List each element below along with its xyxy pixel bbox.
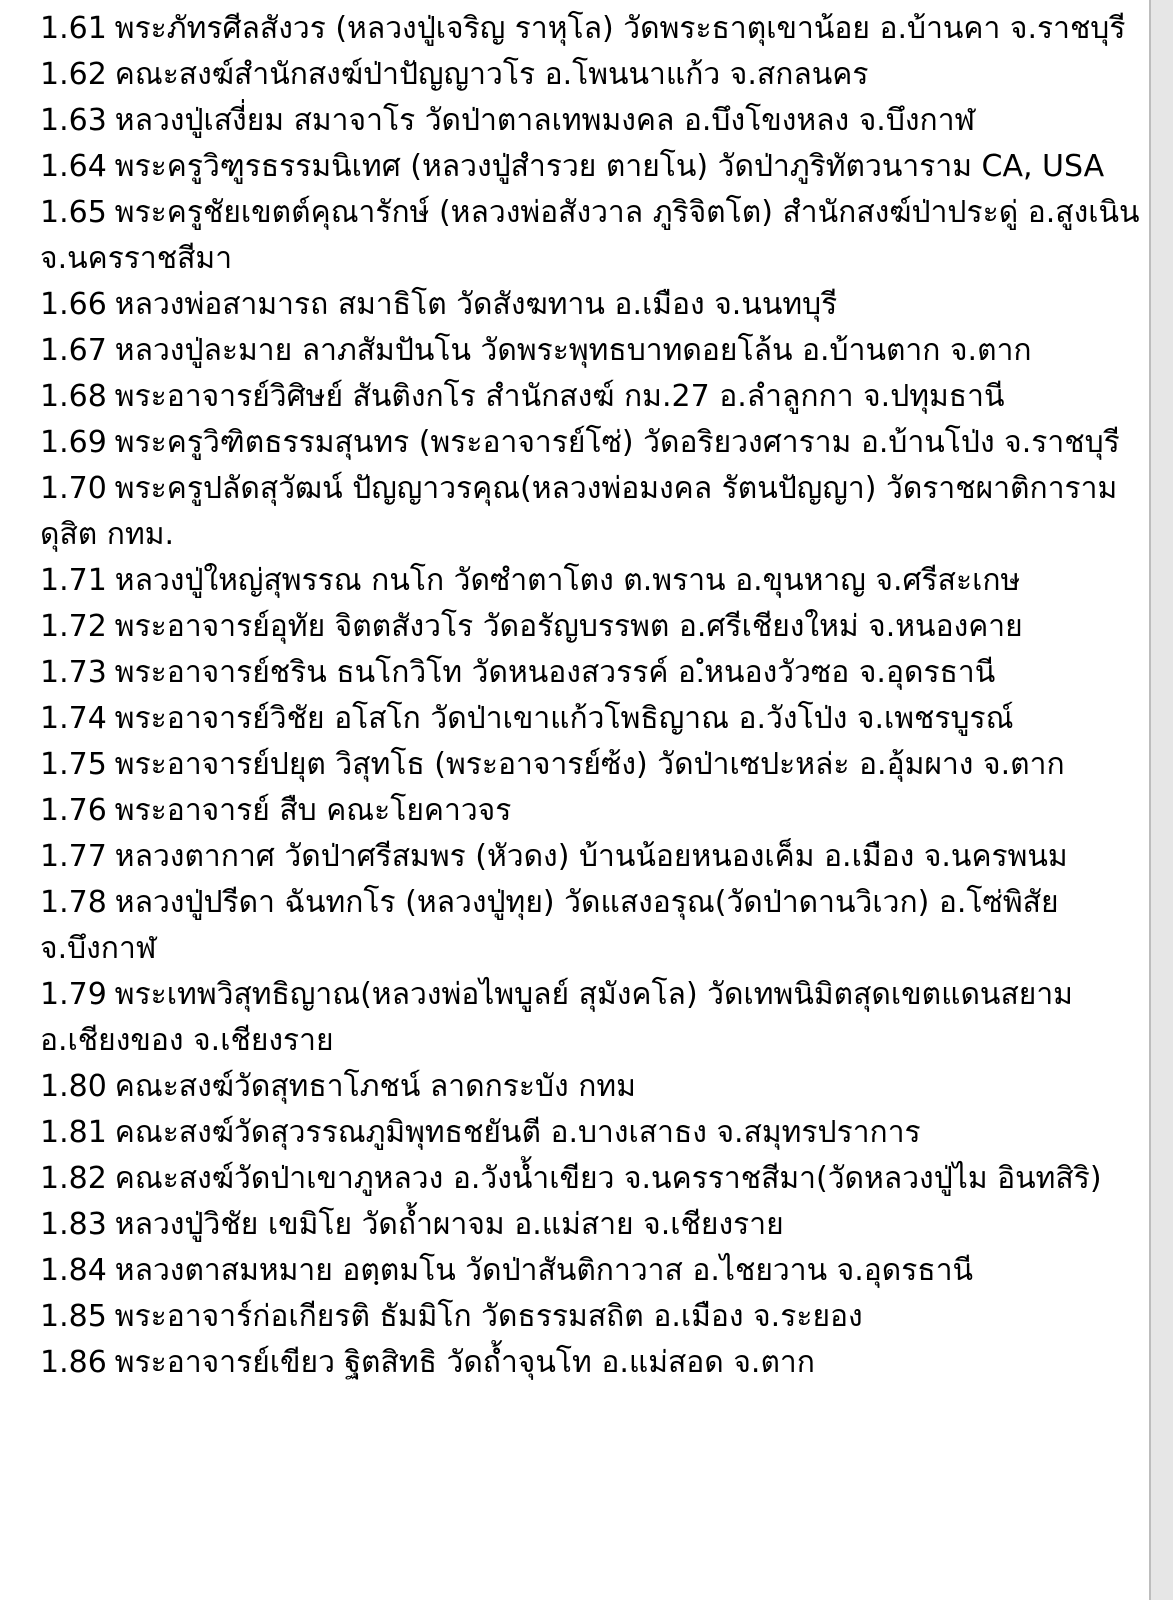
item-number: 1.61 (40, 11, 107, 46)
item-number: 1.75 (40, 747, 107, 782)
item-number: 1.74 (40, 701, 107, 736)
item-number: 1.81 (40, 1115, 107, 1150)
item-number: 1.79 (40, 977, 107, 1012)
list-item (40, 6, 1150, 52)
page-edge (1149, 0, 1173, 1600)
item-number: 1.80 (40, 1069, 107, 1104)
item-text: หลวงตากาศ วัดป่าศรีสมพร (หัวดง) บ้านน้อยหนองเค็ม อ.เมือง จ.นครพนม (114, 839, 1068, 874)
list-item (40, 98, 1150, 144)
list-item (40, 558, 1150, 604)
item-text: หลวงพ่อสามารถ สมาธิโต วัดสังฆทาน อ.เมือง จ.นนทบุรี (114, 287, 838, 322)
list-item (40, 1156, 1150, 1202)
item-number: 1.68 (40, 379, 107, 414)
item-text: พระอาจารย์ชริน ธนโกวิโท วัดหนองสวรรค์ อ.ํหนองวัวซอ จ.อุดรธานี (114, 655, 996, 690)
item-number: 1.64 (40, 149, 107, 184)
item-number: 1.69 (40, 425, 107, 460)
list-item (40, 282, 1150, 328)
item-number: 1.86 (40, 1345, 107, 1380)
item-text: หลวงปู่วิชัย เขมิโย วัดถ้ำผาจม อ.แม่สาย จ.เชียงราย (114, 1207, 784, 1242)
item-number: 1.78 (40, 885, 107, 920)
list-item (40, 1110, 1150, 1156)
list-item (40, 650, 1150, 696)
item-number: 1.70 (40, 471, 107, 506)
item-text: หลวงปู่ละมาย ลาภสัมปันโน วัดพระพุทธบาทดอยโล้น อ.บ้านตาก จ.ตาก (114, 333, 1032, 368)
item-text: คณะสงฆ์วัดป่าเขาภูหลวง อ.วังน้ำเขียว จ.นครราชสีมา(วัดหลวงปู่ไม อินทสิริ) (114, 1161, 1102, 1196)
item-text: พระอาจารย์ปยุต วิสุทโธ (พระอาจารย์ซ้ง) วัดป่าเซปะหล่ะ อ.อุ้มผาง จ.ตาก (114, 747, 1065, 782)
monk-list (40, 6, 1150, 1386)
item-text: หลวงปู่เสงี่ยม สมาจาโร วัดป่าตาลเทพมงคล อ.บึงโขงหลง จ.บึงกาฬ (114, 103, 976, 138)
item-number: 1.71 (40, 563, 107, 598)
item-text: คณะสงฆ์สำนักสงฆ์ป่าปัญญาวโร อ.โพนนาแก้ว จ.สกลนคร (114, 57, 869, 92)
list-item (40, 696, 1150, 742)
item-number: 1.76 (40, 793, 107, 828)
item-text: พระครูชัยเขตต์คุณารักษ์ (หลวงพ่อสังวาล ภูริจิตโต) สำนักสงฆ์ป่าประดู่ อ.สูงเนิน จ.นครราชสีมา (40, 195, 1140, 276)
list-item (40, 1294, 1150, 1340)
item-number: 1.77 (40, 839, 107, 874)
list-item (40, 604, 1150, 650)
item-text: หลวงปู่ใหญ่สุพรรณ กนโก วัดซำตาโตง ต.พราน อ.ขุนหาญ จ.ศรีสะเกษ (114, 563, 1021, 598)
list-item (40, 328, 1150, 374)
item-text: คณะสงฆ์วัดสุทธาโภชน์ ลาดกระบัง กทม (114, 1069, 636, 1104)
item-number: 1.72 (40, 609, 107, 644)
item-number: 1.63 (40, 103, 107, 138)
item-number: 1.67 (40, 333, 107, 368)
item-text: พระภัทรศีลสังวร (หลวงปู่เจริญ ราหุโล) วัดพระธาตุเขาน้อย อ.บ้านคา จ.ราชบุรี (114, 11, 1126, 46)
list-item (40, 52, 1150, 98)
list-item (40, 788, 1150, 834)
list-item (40, 190, 1150, 282)
item-text: พระเทพวิสุทธิญาณ(หลวงพ่อไพบูลย์ สุมังคโล) วัดเทพนิมิตสุดเขตแดนสยาม อ.เชียงของ จ.เชียงราย (40, 977, 1073, 1058)
item-text: พระอาจาร์ก่อเกียรติ ธัมมิโก วัดธรรมสถิต อ.เมือง จ.ระยอง (114, 1299, 863, 1334)
list-item (40, 1202, 1150, 1248)
item-number: 1.84 (40, 1253, 107, 1288)
list-item (40, 466, 1150, 558)
item-text: พระอาจารย์เขียว ฐิตสิทธิ วัดถ้ำจุนโท อ.แม่สอด จ.ตาก (114, 1345, 815, 1380)
item-number: 1.85 (40, 1299, 107, 1334)
item-text: พระครูปลัดสุวัฒน์ ปัญญาวรคุณ(หลวงพ่อมงคล รัตนปัญญา) วัดราชผาติการาม ดุสิต กทม. (40, 471, 1118, 552)
list-item (40, 1064, 1150, 1110)
item-number: 1.83 (40, 1207, 107, 1242)
item-text: คณะสงฆ์วัดสุวรรณภูมิพุทธชยันตี อ.บางเสาธง จ.สมุทรปราการ (114, 1115, 921, 1150)
item-text: พระอาจารย์วิชัย อโสโก วัดป่าเขาแก้วโพธิญาณ อ.วังโป่ง จ.เพชรบูรณ์ (114, 701, 1014, 736)
list-item (40, 144, 1150, 190)
item-number: 1.62 (40, 57, 107, 92)
list-item (40, 1248, 1150, 1294)
list-item (40, 972, 1150, 1064)
list-item (40, 1340, 1150, 1386)
item-number: 1.65 (40, 195, 107, 230)
list-item (40, 374, 1150, 420)
list-item (40, 420, 1150, 466)
item-text: พระอาจารย์ สืบ คณะโยคาวจร (114, 793, 512, 828)
item-text: หลวงปู่ปรีดา ฉันทกโร (หลวงปู่ทุย) วัดแสงอรุณ(วัดป่าดานวิเวก) อ.โซ่พิสัย จ.บึงกาฬ (40, 885, 1059, 966)
item-number: 1.66 (40, 287, 107, 322)
item-number: 1.82 (40, 1161, 107, 1196)
item-text: พระครูวิฑูรธรรมนิเทศ (หลวงปู่สำรวย ตายโน) วัดป่าภูริทัตวนาราม CA, USA (114, 149, 1105, 184)
list-item (40, 742, 1150, 788)
item-text: พระครูวิฑิตธรรมสุนทร (พระอาจารย์โซ่) วัดอริยวงศาราม อ.บ้านโป่ง จ.ราชบุรี (114, 425, 1120, 460)
item-number: 1.73 (40, 655, 107, 690)
list-item (40, 834, 1150, 880)
item-text: หลวงตาสมหมาย อตฺตมโน วัดป่าสันติกาวาส อ.ไชยวาน จ.อุดรธานี (114, 1253, 974, 1288)
item-text: พระอาจารย์วิศิษย์ สันติงกโร สำนักสงฆ์ กม.27 อ.ลำลูกกา จ.ปทุมธานี (114, 379, 1005, 414)
item-text: พระอาจารย์อุทัย จิตตสังวโร วัดอรัญบรรพต อ.ศรีเชียงใหม่ จ.หนองคาย (114, 609, 1023, 644)
list-item (40, 880, 1150, 972)
